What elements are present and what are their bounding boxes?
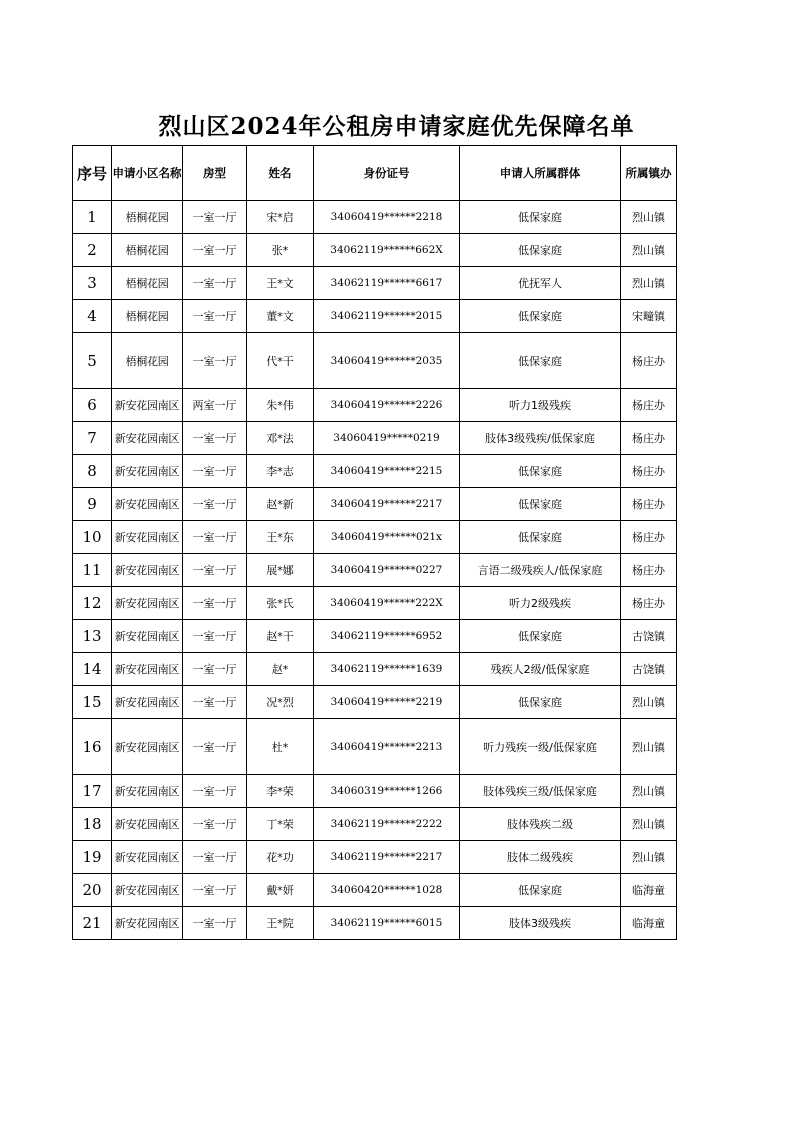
cell-id-number: 34060419******2213 xyxy=(314,719,460,775)
cell-group: 低保家庭 xyxy=(460,234,621,267)
cell-town: 杨庄办 xyxy=(621,554,677,587)
cell-town: 杨庄办 xyxy=(621,422,677,455)
cell-community: 新安花园南区 xyxy=(112,775,183,808)
cell-community: 新安花园南区 xyxy=(112,841,183,874)
cell-id-number: 34060319******1266 xyxy=(314,775,460,808)
table-row xyxy=(73,300,677,333)
cell-group: 听力残疾一级/低保家庭 xyxy=(460,719,621,775)
cell-town: 烈山镇 xyxy=(621,201,677,234)
cell-community: 新安花园南区 xyxy=(112,620,183,653)
cell-name: 赵*干 xyxy=(247,620,314,653)
cell-community: 梧桐花园 xyxy=(112,201,183,234)
table-row xyxy=(73,775,677,808)
cell-room-type: 一室一厅 xyxy=(183,808,247,841)
cell-town: 烈山镇 xyxy=(621,808,677,841)
cell-name: 戴*妍 xyxy=(247,874,314,907)
cell-seq: 18 xyxy=(73,808,112,841)
cell-group: 言语二级残疾人/低保家庭 xyxy=(460,554,621,587)
cell-community: 新安花园南区 xyxy=(112,554,183,587)
cell-group: 低保家庭 xyxy=(460,521,621,554)
cell-room-type: 一室一厅 xyxy=(183,686,247,719)
cell-town: 烈山镇 xyxy=(621,719,677,775)
table-row xyxy=(73,389,677,422)
cell-id-number: 34062119******2015 xyxy=(314,300,460,333)
cell-seq: 6 xyxy=(73,389,112,422)
cell-town: 烈山镇 xyxy=(621,686,677,719)
cell-name: 展*娜 xyxy=(247,554,314,587)
cell-seq: 9 xyxy=(73,488,112,521)
cell-community: 新安花园南区 xyxy=(112,719,183,775)
cell-name: 代*干 xyxy=(247,333,314,389)
cell-seq: 4 xyxy=(73,300,112,333)
cell-room-type: 一室一厅 xyxy=(183,620,247,653)
cell-seq: 21 xyxy=(73,907,112,940)
cell-town: 烈山镇 xyxy=(621,775,677,808)
cell-seq: 1 xyxy=(73,201,112,234)
cell-room-type: 一室一厅 xyxy=(183,907,247,940)
table-row xyxy=(73,521,677,554)
cell-group: 低保家庭 xyxy=(460,620,621,653)
cell-town: 杨庄办 xyxy=(621,521,677,554)
cell-room-type: 一室一厅 xyxy=(183,488,247,521)
cell-town: 古饶镇 xyxy=(621,620,677,653)
cell-community: 梧桐花园 xyxy=(112,234,183,267)
cell-seq: 20 xyxy=(73,874,112,907)
cell-room-type: 一室一厅 xyxy=(183,554,247,587)
cell-community: 新安花园南区 xyxy=(112,874,183,907)
cell-name: 王*东 xyxy=(247,521,314,554)
cell-town: 杨庄办 xyxy=(621,488,677,521)
table-row xyxy=(73,267,677,300)
cell-room-type: 一室一厅 xyxy=(183,841,247,874)
table-row xyxy=(73,488,677,521)
table-row xyxy=(73,653,677,686)
cell-id-number: 34060420******1028 xyxy=(314,874,460,907)
cell-id-number: 34062119******1639 xyxy=(314,653,460,686)
cell-name: 张* xyxy=(247,234,314,267)
cell-id-number: 34060419******2035 xyxy=(314,333,460,389)
cell-town: 烈山镇 xyxy=(621,841,677,874)
cell-name: 丁*荣 xyxy=(247,808,314,841)
header-group: 申请人所属群体 xyxy=(460,146,621,201)
cell-seq: 2 xyxy=(73,234,112,267)
cell-room-type: 两室一厅 xyxy=(183,389,247,422)
cell-community: 梧桐花园 xyxy=(112,267,183,300)
cell-town: 古饶镇 xyxy=(621,653,677,686)
cell-id-number: 34062119******6617 xyxy=(314,267,460,300)
header-seq: 序号 xyxy=(73,146,112,201)
cell-group: 肢体3级残疾/低保家庭 xyxy=(460,422,621,455)
cell-id-number: 34060419******2226 xyxy=(314,389,460,422)
cell-group: 肢体残疾二级 xyxy=(460,808,621,841)
cell-town: 杨庄办 xyxy=(621,333,677,389)
cell-room-type: 一室一厅 xyxy=(183,719,247,775)
cell-town: 烈山镇 xyxy=(621,234,677,267)
cell-community: 新安花园南区 xyxy=(112,488,183,521)
cell-id-number: 34062119******6015 xyxy=(314,907,460,940)
cell-room-type: 一室一厅 xyxy=(183,455,247,488)
cell-seq: 17 xyxy=(73,775,112,808)
cell-room-type: 一室一厅 xyxy=(183,874,247,907)
cell-name: 李*荣 xyxy=(247,775,314,808)
cell-room-type: 一室一厅 xyxy=(183,333,247,389)
cell-name: 况*烈 xyxy=(247,686,314,719)
cell-id-number: 34060419******2215 xyxy=(314,455,460,488)
cell-room-type: 一室一厅 xyxy=(183,521,247,554)
table-row xyxy=(73,808,677,841)
cell-seq: 11 xyxy=(73,554,112,587)
cell-community: 梧桐花园 xyxy=(112,333,183,389)
cell-community: 新安花园南区 xyxy=(112,686,183,719)
header-community: 申请小区名称 xyxy=(112,146,183,201)
cell-id-number: 34060419******2219 xyxy=(314,686,460,719)
cell-seq: 8 xyxy=(73,455,112,488)
cell-name: 宋*启 xyxy=(247,201,314,234)
cell-room-type: 一室一厅 xyxy=(183,234,247,267)
priority-list-table xyxy=(72,145,677,940)
table-row xyxy=(73,201,677,234)
page-title: 烈山区2024年公租房申请家庭优先保障名单 xyxy=(158,113,635,140)
cell-group: 肢体二级残疾 xyxy=(460,841,621,874)
header-name: 姓名 xyxy=(247,146,314,201)
cell-name: 张*氏 xyxy=(247,587,314,620)
cell-name: 赵*新 xyxy=(247,488,314,521)
table-row xyxy=(73,455,677,488)
cell-name: 李*志 xyxy=(247,455,314,488)
cell-town: 宋疃镇 xyxy=(621,300,677,333)
cell-id-number: 34060419******021x xyxy=(314,521,460,554)
cell-group: 低保家庭 xyxy=(460,201,621,234)
table-row xyxy=(73,686,677,719)
table-row xyxy=(73,841,677,874)
cell-room-type: 一室一厅 xyxy=(183,201,247,234)
header-town: 所属镇办 xyxy=(621,146,677,201)
table-row xyxy=(73,422,677,455)
cell-id-number: 34062119******2217 xyxy=(314,841,460,874)
table-row xyxy=(73,234,677,267)
cell-name: 王*文 xyxy=(247,267,314,300)
cell-town: 临海童 xyxy=(621,874,677,907)
cell-group: 肢体3级残疾 xyxy=(460,907,621,940)
cell-room-type: 一室一厅 xyxy=(183,775,247,808)
table-row xyxy=(73,554,677,587)
cell-id-number: 34060419******0227 xyxy=(314,554,460,587)
cell-group: 低保家庭 xyxy=(460,333,621,389)
cell-seq: 13 xyxy=(73,620,112,653)
cell-name: 董*文 xyxy=(247,300,314,333)
cell-community: 新安花园南区 xyxy=(112,587,183,620)
table-row xyxy=(73,907,677,940)
cell-name: 朱*伟 xyxy=(247,389,314,422)
cell-seq: 3 xyxy=(73,267,112,300)
cell-seq: 10 xyxy=(73,521,112,554)
cell-name: 王*院 xyxy=(247,907,314,940)
cell-id-number: 34062119******6952 xyxy=(314,620,460,653)
cell-community: 新安花园南区 xyxy=(112,907,183,940)
cell-room-type: 一室一厅 xyxy=(183,422,247,455)
cell-group: 低保家庭 xyxy=(460,300,621,333)
table-row xyxy=(73,719,677,775)
cell-seq: 12 xyxy=(73,587,112,620)
cell-seq: 7 xyxy=(73,422,112,455)
cell-room-type: 一室一厅 xyxy=(183,653,247,686)
cell-community: 新安花园南区 xyxy=(112,455,183,488)
cell-group: 低保家庭 xyxy=(460,874,621,907)
cell-group: 低保家庭 xyxy=(460,686,621,719)
cell-room-type: 一室一厅 xyxy=(183,587,247,620)
cell-group: 低保家庭 xyxy=(460,455,621,488)
cell-town: 临海童 xyxy=(621,907,677,940)
cell-name: 花*功 xyxy=(247,841,314,874)
cell-name: 杜* xyxy=(247,719,314,775)
cell-town: 杨庄办 xyxy=(621,455,677,488)
cell-seq: 5 xyxy=(73,333,112,389)
cell-group: 低保家庭 xyxy=(460,488,621,521)
cell-community: 新安花园南区 xyxy=(112,389,183,422)
cell-community: 梧桐花园 xyxy=(112,300,183,333)
header-room-type: 房型 xyxy=(183,146,247,201)
cell-id-number: 34062119******662X xyxy=(314,234,460,267)
cell-community: 新安花园南区 xyxy=(112,653,183,686)
cell-seq: 15 xyxy=(73,686,112,719)
cell-town: 烈山镇 xyxy=(621,267,677,300)
table-row xyxy=(73,333,677,389)
cell-group: 听力1级残疾 xyxy=(460,389,621,422)
cell-group: 肢体残疾三级/低保家庭 xyxy=(460,775,621,808)
cell-id-number: 34060419*****0219 xyxy=(314,422,460,455)
cell-name: 邓*法 xyxy=(247,422,314,455)
cell-room-type: 一室一厅 xyxy=(183,267,247,300)
table-row xyxy=(73,587,677,620)
cell-community: 新安花园南区 xyxy=(112,521,183,554)
cell-name: 赵* xyxy=(247,653,314,686)
cell-seq: 19 xyxy=(73,841,112,874)
cell-seq: 16 xyxy=(73,719,112,775)
table-row xyxy=(73,620,677,653)
cell-seq: 14 xyxy=(73,653,112,686)
cell-id-number: 34060419******222X xyxy=(314,587,460,620)
cell-community: 新安花园南区 xyxy=(112,422,183,455)
cell-group: 优抚军人 xyxy=(460,267,621,300)
cell-id-number: 34060419******2218 xyxy=(314,201,460,234)
cell-group: 听力2级残疾 xyxy=(460,587,621,620)
cell-community: 新安花园南区 xyxy=(112,808,183,841)
cell-id-number: 34062119******2222 xyxy=(314,808,460,841)
table-row xyxy=(73,874,677,907)
cell-room-type: 一室一厅 xyxy=(183,300,247,333)
table-header-row xyxy=(73,146,677,201)
cell-id-number: 34060419******2217 xyxy=(314,488,460,521)
cell-group: 残疾人2级/低保家庭 xyxy=(460,653,621,686)
cell-town: 杨庄办 xyxy=(621,587,677,620)
header-id-number: 身份证号 xyxy=(314,146,460,201)
cell-town: 杨庄办 xyxy=(621,389,677,422)
table-body xyxy=(73,201,677,940)
